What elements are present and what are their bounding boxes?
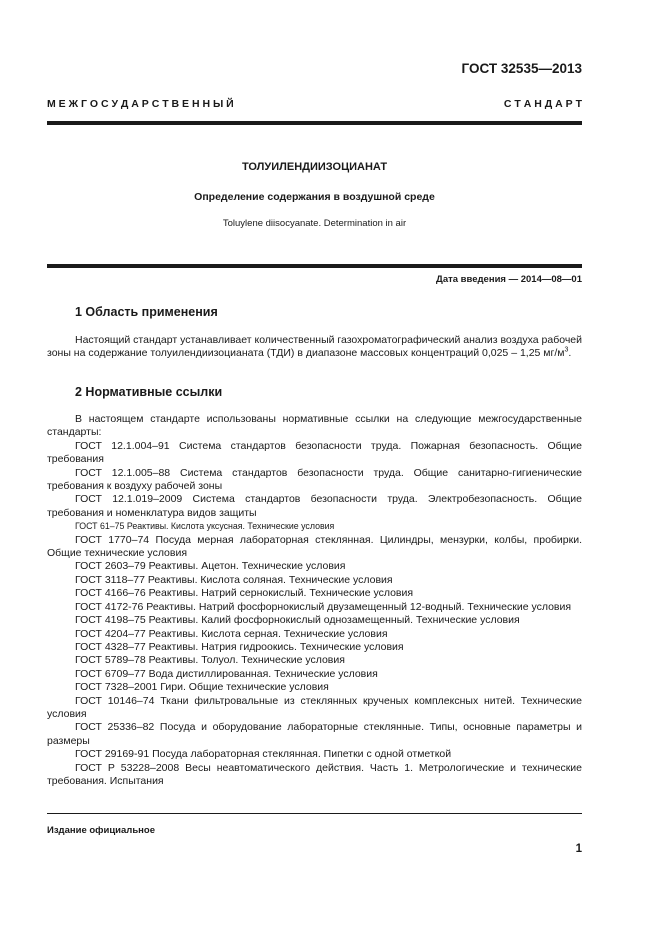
gost-code: ГОСТ 32535—2013 — [461, 61, 582, 76]
reference-item: ГОСТ 25336–82 Посуда и оборудование лабораторные стеклянные. Типы, основные параметры и размеры — [47, 721, 582, 747]
reference-item: ГОСТ 2603–79 Реактивы. Ацетон. Технические условия — [75, 560, 346, 573]
reference-item: ГОСТ 12.1.019–2009 Система стандартов безопасности труда. Электробезопасность. Общие требования и номенклатура видов защиты — [47, 493, 582, 519]
reference-item: ГОСТ 4172-76 Реактивы. Натрий фосфорнокислый двузамещенный 12-водный. Технические условия — [75, 600, 572, 613]
reference-item: ГОСТ 1770–74 Посуда мерная лабораторная стеклянная. Цилиндры, мензурки, колбы, пробирки. Общие технические условия — [47, 533, 582, 560]
document-title: ТОЛУИЛЕНДИИЗОЦИАНАТ — [241, 161, 388, 173]
reference-item: ГОСТ Р 53228–2008 Весы неавтоматического действия. Часть 1. Метрологические и технические требования. Испытания — [47, 761, 582, 787]
reference-item: ГОСТ 7328–2001 Гири. Общие технические условия — [75, 681, 329, 694]
section-2-heading: 2 Нормативные ссылки — [75, 385, 223, 399]
superscript: 3 — [564, 346, 569, 354]
reference-item: ГОСТ 6709–77 Вода дистиллированная. Технические условия — [75, 667, 378, 680]
document-english-title: Toluylene diisocyanate. Determination in air — [222, 218, 407, 229]
reference-item: ГОСТ 10146–74 Ткани фильтровальные из стеклянных крученых комплексных нитей. Технические условия — [47, 694, 582, 720]
title-rule — [47, 264, 582, 268]
references-intro: В настоящем стандарте использованы нормативные ссылки на следующие межгосударственные стандарты: — [47, 413, 582, 439]
page-number: 1 — [575, 843, 582, 855]
reference-item: ГОСТ 3118–77 Реактивы. Кислота соляная. Технические условия — [75, 573, 393, 586]
standard-banner — [47, 98, 582, 110]
reference-item: ГОСТ 29169-91 Посуда лабораторная стеклянная. Пипетки с одной отметкой — [75, 748, 452, 761]
banner-right: С Т А Н Д А Р Т — [503, 98, 582, 110]
reference-item: ГОСТ 4198–75 Реактивы. Калий фосфорнокислый однозамещенный. Технические условия — [75, 614, 520, 627]
document-subtitle: Определение содержания в воздушной среде — [194, 191, 435, 203]
reference-item: ГОСТ 12.1.005–88 Система стандартов безопасности труда. Общие санитарно-гигиенические требования к воздуху рабочей зоны — [47, 466, 582, 493]
scope-paragraph: Настоящий стандарт устанавливает количественный газохроматографический анализ воздуха рабочей зоны на содержание толуилендиизоцианата (ТДИ) в диапазоне массовых концентраций 0,025 – 1,25 $мг/м^3$. — [47, 334, 582, 360]
edition-label: Издание официальное — [47, 825, 155, 836]
reference-item: ГОСТ 12.1.004–91 Система стандартов безопасности труда. Пожарная безопасность. Общие требования — [47, 439, 582, 466]
reference-item: ГОСТ 4204–77 Реактивы. Кислота серная. Технические условия — [75, 627, 388, 640]
banner-left: М Е Ж Г О С У Д А Р С Т В Е Н Н Ы Й — [47, 98, 234, 110]
reference-item: ГОСТ 4328–77 Реактивы. Натрия гидроокись. Технические условия — [75, 640, 404, 653]
section-1-body — [47, 334, 582, 361]
footer-rule — [47, 813, 582, 814]
reference-item: ГОСТ 61–75 Реактивы. Кислота уксусная. Технические условия — [75, 521, 335, 532]
reference-item: ГОСТ 4166–76 Реактивы. Натрий сернокислый. Технические условия — [75, 587, 414, 600]
section-2-body — [47, 413, 582, 788]
section-1-heading: 1 Область применения — [75, 305, 218, 319]
reference-item: ГОСТ 5789–78 Реактивы. Толуол. Технические условия — [75, 654, 345, 667]
header-rule — [47, 121, 582, 125]
introduction-date: Дата введения — 2014—08—01 — [436, 274, 582, 285]
